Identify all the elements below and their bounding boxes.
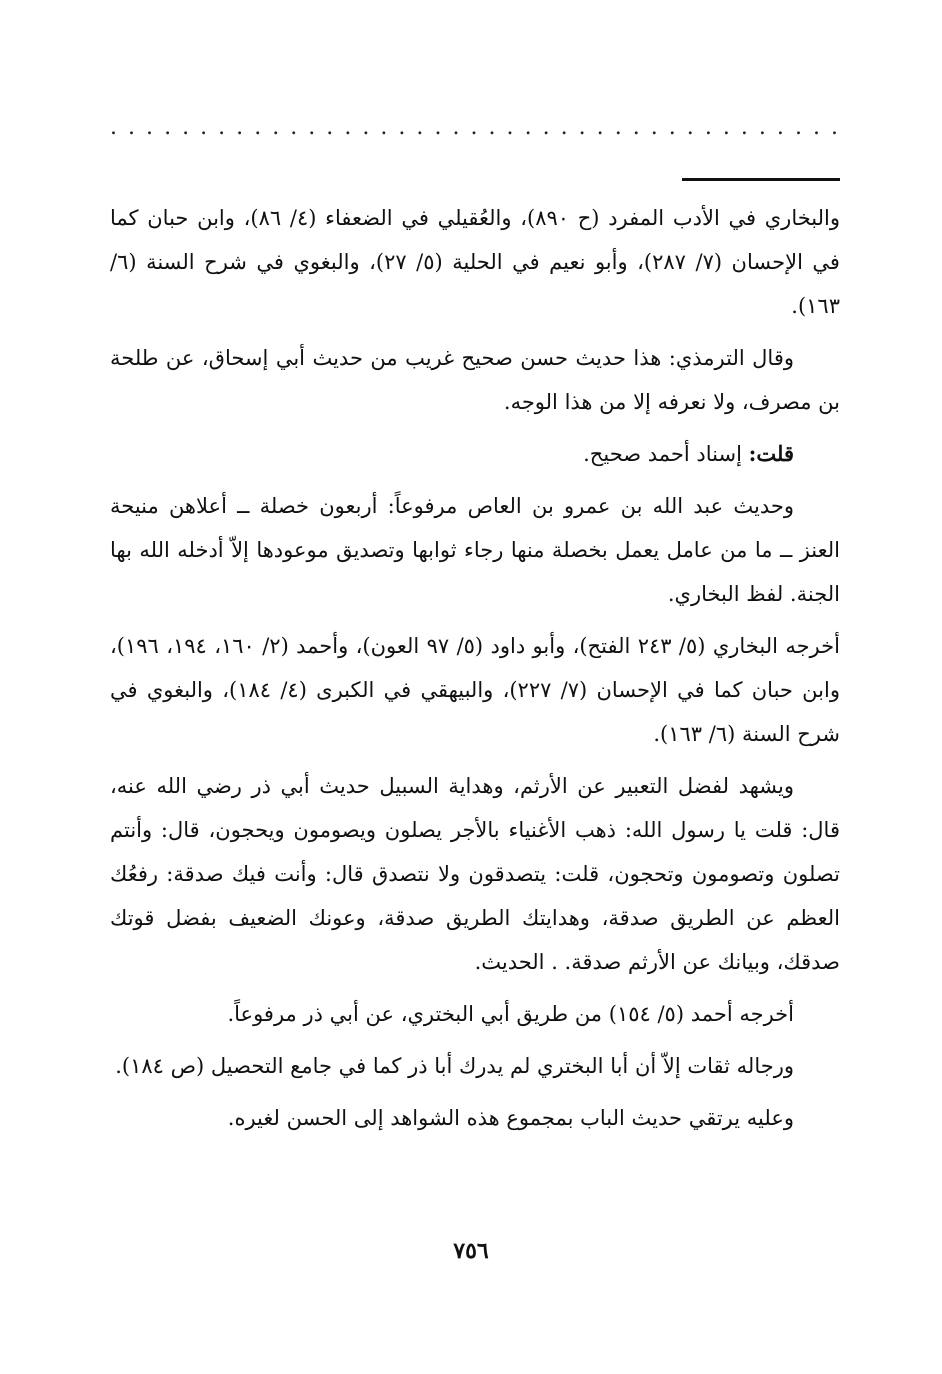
paragraph-1: والبخاري في الأدب المفرد (ح ٨٩٠)، والعُقيلي في الضعفاء (٤/ ٨٦)، وابن حبان كما في الإحسان (٧/ ٢٨٧)، وأبو نعيم في الحلية (٥/ ٢٧)، والبغوي في شرح السنة (٦/ ١٦٣). [110,206,840,318]
paragraph-3: وحديث عبد الله بن عمرو بن العاص مرفوعاً: أربعون خصلة ــ أعلاهن منيحة العنز ــ ما من عامل يعمل بخصلة منها رجاء ثوابها وتصديق موعودها إلاّ أدخله الله بها الجنة. لفظ البخاري. [110,494,840,606]
page-body [110,196,840,1148]
separator-dots: . . . . . . . . . . . . . . . . . . . . . . . . . . . . . . . . . . . . . . . . . [110,115,838,140]
footnote-rule [682,178,840,181]
paragraph-8: وعليه يرتقي حديث الباب بمجموع هذه الشواهد إلى الحسن لغيره. [227,1106,794,1130]
paragraph-2: وقال الترمذي: هذا حديث حسن صحيح غريب من حديث أبي إسحاق، عن طلحة بن مصرف، ولا نعرفه إلا من هذا الوجه. [110,346,840,414]
paragraph-4: أخرجه البخاري (٥/ ٢٤٣ الفتح)، وأبو داود (٥/ ٩٧ العون)، وأحمد (٢/ ١٦٠، ١٩٤، ١٩٦)، وابن حبان كما في الإحسان (٧/ ٢٢٧)، والبيهقي في الكبرى (٤/ ١٨٤)، والبغوي في شرح السنة (٦/ ١٦٣). [110,634,840,746]
qult-text: إسناد أحمد صحيح. [583,442,742,466]
paragraph-6: أخرجه أحمد (٥/ ١٥٤) من طريق أبي البختري، عن أبي ذر مرفوعاً. [227,1002,794,1026]
paragraph-7: ورجاله ثقات إلاّ أن أبا البختري لم يدرك أبا ذر كما في جامع التحصيل (ص ١٨٤). [115,1054,794,1078]
paragraph-5: ويشهد لفضل التعبير عن الأرثم، وهداية السبيل حديث أبي ذر رضي الله عنه، قال: قلت يا رسول الله: ذهب الأغنياء بالأجر يصلون ويصومون ويحجون، قال: وأنتم تصلون وتصومون وتحجون، قلت: يتصدقون ولا نتصدق قال: وأنت فيك صدقة: رفعُك العظم عن الطريق صدقة، وهدايتك الطريق صدقة، وعونك الضعيف بفضل قوتك صدقك، وبيانك عن الأرثم صدقة. . الحديث. [110,774,840,974]
page-number: ٧٥٦ [453,1238,489,1264]
paragraph-qult [110,432,840,476]
qult-label: قلت: [748,441,794,466]
